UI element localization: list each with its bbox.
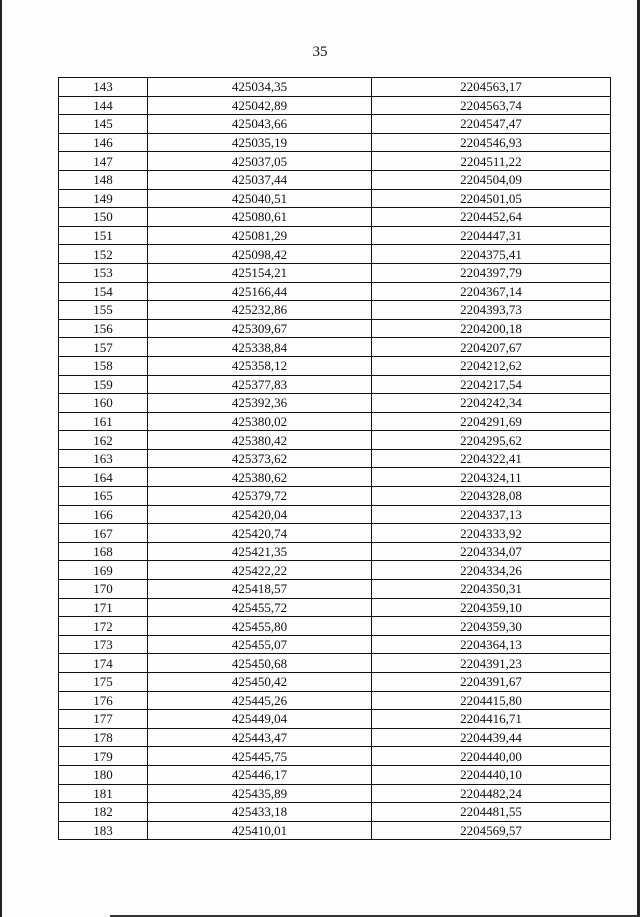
table-row [59, 282, 611, 301]
table-row [59, 803, 611, 822]
x-coordinate-cell: 425421,35 [148, 542, 372, 561]
table-row [59, 208, 611, 227]
table-row [59, 319, 611, 338]
table-row [59, 691, 611, 710]
table-row [59, 245, 611, 264]
point-number-cell: 166 [59, 505, 148, 524]
x-coordinate-cell: 425080,61 [148, 208, 372, 227]
x-coordinate-cell: 425035,19 [148, 133, 372, 152]
y-coordinate-cell: 2204322,41 [372, 449, 611, 468]
point-number-cell: 143 [59, 78, 148, 97]
table-row [59, 78, 611, 97]
point-number-cell: 167 [59, 524, 148, 543]
table-row [59, 263, 611, 282]
y-coordinate-cell: 2204440,10 [372, 765, 611, 784]
x-coordinate-cell: 425455,72 [148, 598, 372, 617]
x-coordinate-cell: 425037,44 [148, 170, 372, 189]
table-row [59, 338, 611, 357]
x-coordinate-cell: 425450,42 [148, 673, 372, 692]
x-coordinate-cell: 425435,89 [148, 784, 372, 803]
table-row [59, 710, 611, 729]
x-coordinate-cell: 425455,80 [148, 617, 372, 636]
point-number-cell: 168 [59, 542, 148, 561]
y-coordinate-cell: 2204439,44 [372, 728, 611, 747]
point-number-cell: 162 [59, 431, 148, 450]
table-row [59, 301, 611, 320]
table-row [59, 747, 611, 766]
table-row [59, 784, 611, 803]
point-number-cell: 144 [59, 96, 148, 115]
y-coordinate-cell: 2204504,09 [372, 170, 611, 189]
table-row [59, 505, 611, 524]
y-coordinate-cell: 2204333,92 [372, 524, 611, 543]
table-row [59, 468, 611, 487]
y-coordinate-cell: 2204324,11 [372, 468, 611, 487]
x-coordinate-cell: 425392,36 [148, 394, 372, 413]
table-row [59, 133, 611, 152]
x-coordinate-cell: 425309,67 [148, 319, 372, 338]
table-row [59, 617, 611, 636]
point-number-cell: 164 [59, 468, 148, 487]
x-coordinate-cell: 425042,89 [148, 96, 372, 115]
table-row [59, 635, 611, 654]
point-number-cell: 152 [59, 245, 148, 264]
table-row [59, 524, 611, 543]
point-number-cell: 158 [59, 356, 148, 375]
point-number-cell: 175 [59, 673, 148, 692]
x-coordinate-cell: 425232,86 [148, 301, 372, 320]
coordinates-table-body [59, 78, 611, 840]
table-row [59, 487, 611, 506]
x-coordinate-cell: 425081,29 [148, 226, 372, 245]
table-row [59, 673, 611, 692]
x-coordinate-cell: 425410,01 [148, 821, 372, 840]
point-number-cell: 148 [59, 170, 148, 189]
table-row [59, 580, 611, 599]
y-coordinate-cell: 2204359,30 [372, 617, 611, 636]
point-number-cell: 176 [59, 691, 148, 710]
x-coordinate-cell: 425338,84 [148, 338, 372, 357]
coordinates-table [58, 77, 611, 840]
y-coordinate-cell: 2204334,07 [372, 542, 611, 561]
table-row [59, 226, 611, 245]
table-row [59, 431, 611, 450]
point-number-cell: 177 [59, 710, 148, 729]
y-coordinate-cell: 2204452,64 [372, 208, 611, 227]
x-coordinate-cell: 425380,62 [148, 468, 372, 487]
table-row [59, 375, 611, 394]
y-coordinate-cell: 2204212,62 [372, 356, 611, 375]
y-coordinate-cell: 2204350,31 [372, 580, 611, 599]
point-number-cell: 146 [59, 133, 148, 152]
x-coordinate-cell: 425433,18 [148, 803, 372, 822]
x-coordinate-cell: 425098,42 [148, 245, 372, 264]
y-coordinate-cell: 2204391,67 [372, 673, 611, 692]
point-number-cell: 145 [59, 115, 148, 134]
y-coordinate-cell: 2204569,57 [372, 821, 611, 840]
point-number-cell: 183 [59, 821, 148, 840]
point-number-cell: 160 [59, 394, 148, 413]
y-coordinate-cell: 2204447,31 [372, 226, 611, 245]
y-coordinate-cell: 2204547,47 [372, 115, 611, 134]
table-row [59, 561, 611, 580]
y-coordinate-cell: 2204563,17 [372, 78, 611, 97]
x-coordinate-cell: 425443,47 [148, 728, 372, 747]
point-number-cell: 173 [59, 635, 148, 654]
y-coordinate-cell: 2204440,00 [372, 747, 611, 766]
point-number-cell: 150 [59, 208, 148, 227]
x-coordinate-cell: 425418,57 [148, 580, 372, 599]
point-number-cell: 171 [59, 598, 148, 617]
y-coordinate-cell: 2204295,62 [372, 431, 611, 450]
table-row [59, 728, 611, 747]
table-row [59, 598, 611, 617]
point-number-cell: 182 [59, 803, 148, 822]
table-row [59, 542, 611, 561]
x-coordinate-cell: 425446,17 [148, 765, 372, 784]
point-number-cell: 180 [59, 765, 148, 784]
table-row [59, 115, 611, 134]
y-coordinate-cell: 2204391,23 [372, 654, 611, 673]
point-number-cell: 149 [59, 189, 148, 208]
point-number-cell: 178 [59, 728, 148, 747]
y-coordinate-cell: 2204359,10 [372, 598, 611, 617]
x-coordinate-cell: 425377,83 [148, 375, 372, 394]
y-coordinate-cell: 2204291,69 [372, 412, 611, 431]
table-row [59, 765, 611, 784]
y-coordinate-cell: 2204397,79 [372, 263, 611, 282]
table-row [59, 654, 611, 673]
x-coordinate-cell: 425379,72 [148, 487, 372, 506]
point-number-cell: 153 [59, 263, 148, 282]
table-row [59, 394, 611, 413]
y-coordinate-cell: 2204511,22 [372, 152, 611, 171]
point-number-cell: 174 [59, 654, 148, 673]
y-coordinate-cell: 2204415,80 [372, 691, 611, 710]
table-row [59, 356, 611, 375]
point-number-cell: 169 [59, 561, 148, 580]
y-coordinate-cell: 2204416,71 [372, 710, 611, 729]
y-coordinate-cell: 2204375,41 [372, 245, 611, 264]
x-coordinate-cell: 425422,22 [148, 561, 372, 580]
point-number-cell: 170 [59, 580, 148, 599]
table-row [59, 412, 611, 431]
x-coordinate-cell: 425037,05 [148, 152, 372, 171]
y-coordinate-cell: 2204482,24 [372, 784, 611, 803]
y-coordinate-cell: 2204337,13 [372, 505, 611, 524]
x-coordinate-cell: 425166,44 [148, 282, 372, 301]
x-coordinate-cell: 425380,02 [148, 412, 372, 431]
y-coordinate-cell: 2204501,05 [372, 189, 611, 208]
table-row [59, 821, 611, 840]
x-coordinate-cell: 425154,21 [148, 263, 372, 282]
x-coordinate-cell: 425358,12 [148, 356, 372, 375]
x-coordinate-cell: 425449,04 [148, 710, 372, 729]
y-coordinate-cell: 2204242,34 [372, 394, 611, 413]
point-number-cell: 147 [59, 152, 148, 171]
point-number-cell: 151 [59, 226, 148, 245]
table-row [59, 170, 611, 189]
point-number-cell: 181 [59, 784, 148, 803]
y-coordinate-cell: 2204207,67 [372, 338, 611, 357]
point-number-cell: 165 [59, 487, 148, 506]
x-coordinate-cell: 425043,66 [148, 115, 372, 134]
y-coordinate-cell: 2204200,18 [372, 319, 611, 338]
table-row [59, 449, 611, 468]
table-row [59, 189, 611, 208]
y-coordinate-cell: 2204364,13 [372, 635, 611, 654]
y-coordinate-cell: 2204328,08 [372, 487, 611, 506]
page-edge-left [0, 0, 2, 917]
point-number-cell: 163 [59, 449, 148, 468]
x-coordinate-cell: 425445,75 [148, 747, 372, 766]
x-coordinate-cell: 425445,26 [148, 691, 372, 710]
y-coordinate-cell: 2204546,93 [372, 133, 611, 152]
table-row [59, 152, 611, 171]
x-coordinate-cell: 425040,51 [148, 189, 372, 208]
y-coordinate-cell: 2204563,74 [372, 96, 611, 115]
point-number-cell: 179 [59, 747, 148, 766]
y-coordinate-cell: 2204393,73 [372, 301, 611, 320]
y-coordinate-cell: 2204217,54 [372, 375, 611, 394]
point-number-cell: 172 [59, 617, 148, 636]
point-number-cell: 161 [59, 412, 148, 431]
x-coordinate-cell: 425420,74 [148, 524, 372, 543]
point-number-cell: 157 [59, 338, 148, 357]
x-coordinate-cell: 425420,04 [148, 505, 372, 524]
x-coordinate-cell: 425034,35 [148, 78, 372, 97]
x-coordinate-cell: 425455,07 [148, 635, 372, 654]
x-coordinate-cell: 425450,68 [148, 654, 372, 673]
page-number: 35 [312, 44, 328, 60]
point-number-cell: 155 [59, 301, 148, 320]
y-coordinate-cell: 2204481,55 [372, 803, 611, 822]
point-number-cell: 156 [59, 319, 148, 338]
x-coordinate-cell: 425373,62 [148, 449, 372, 468]
point-number-cell: 154 [59, 282, 148, 301]
point-number-cell: 159 [59, 375, 148, 394]
y-coordinate-cell: 2204334,26 [372, 561, 611, 580]
table-row [59, 96, 611, 115]
x-coordinate-cell: 425380,42 [148, 431, 372, 450]
y-coordinate-cell: 2204367,14 [372, 282, 611, 301]
